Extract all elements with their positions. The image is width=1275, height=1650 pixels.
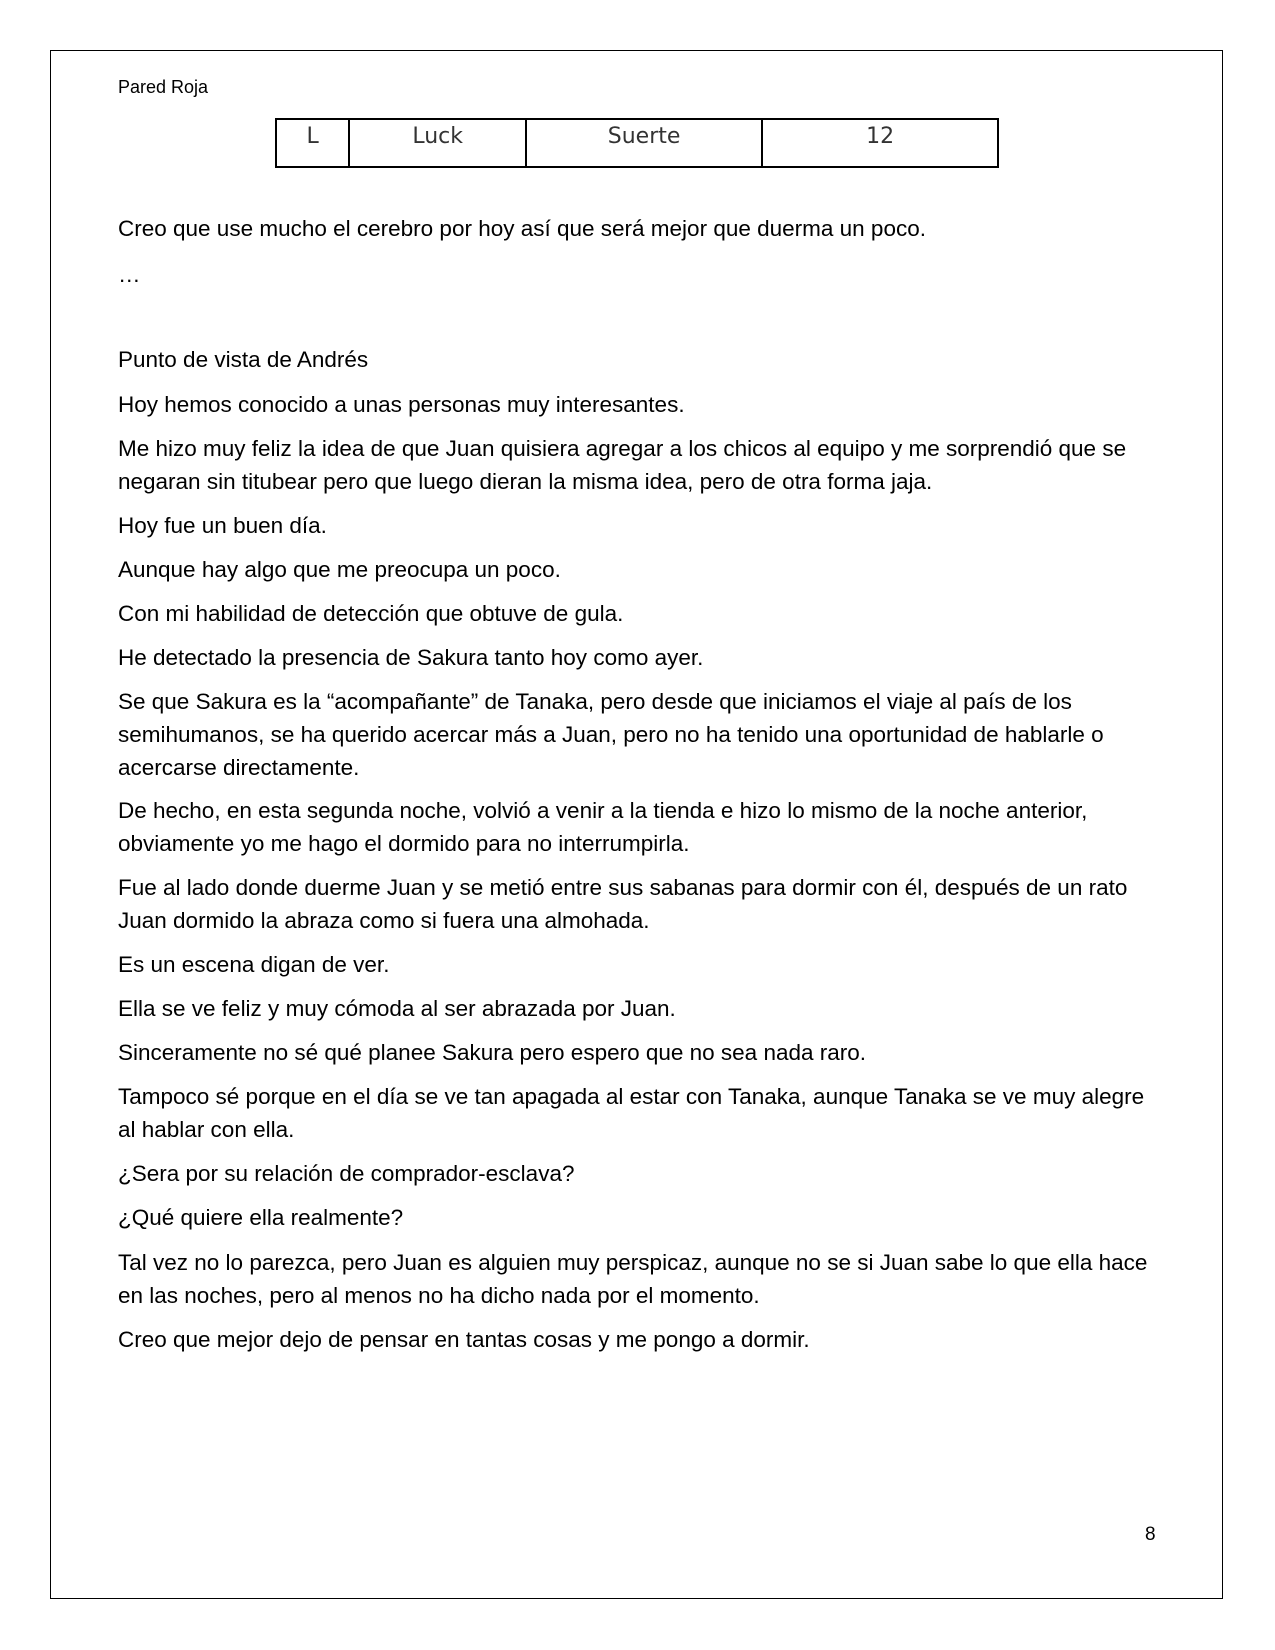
table-row xyxy=(276,119,998,167)
stat-table xyxy=(275,118,999,168)
paragraph: Sinceramente no sé qué planee Sakura pero espero que no sea nada raro. xyxy=(118,1040,867,1065)
document-header: Pared Roja xyxy=(118,77,209,97)
paragraph: Me hizo muy feliz la idea de que Juan quisiera agregar a los chicos al equipo y me sorprendió que se negaran sin titubear pero que luego dieran la misma idea, pero de otra forma jaja. xyxy=(118,436,1127,494)
paragraph: ¿Qué quiere ella realmente? xyxy=(118,1205,404,1230)
paragraph: Es un escena digan de ver. xyxy=(118,952,390,977)
paragraph: De hecho, en esta segunda noche, volvió a venir a la tienda e hizo lo mismo de la noche anterior, obviamente yo me hago el dormido para no interrumpirla. xyxy=(118,798,1088,856)
stat-value-cell: 12 xyxy=(762,119,998,167)
stat-name-en-cell: Luck xyxy=(349,119,526,167)
paragraph: Se que Sakura es la “acompañante” de Tanaka, pero desde que iniciamos el viaje al país de los semihumanos, se ha querido acercar más a Juan, pero no ha tenido una oportunidad de hablarle o acercarse directamente. xyxy=(118,689,1104,780)
paragraph: Con mi habilidad de detección que obtuve de gula. xyxy=(118,601,624,626)
paragraph: Hoy hemos conocido a unas personas muy interesantes. xyxy=(118,392,685,417)
paragraph: He detectado la presencia de Sakura tanto hoy como ayer. xyxy=(118,645,704,670)
paragraph: ¿Sera por su relación de comprador-esclava? xyxy=(118,1161,575,1186)
paragraph: Tal vez no lo parezca, pero Juan es alguien muy perspicaz, aunque no se si Juan sabe lo que ella hace en las noches, pero al menos no ha dicho nada por el momento. xyxy=(118,1250,1148,1308)
stat-code-cell: L xyxy=(276,119,349,167)
paragraph: Aunque hay algo que me preocupa un poco. xyxy=(118,557,561,582)
stat-name-es-cell: Suerte xyxy=(526,119,762,167)
section-heading: Punto de vista de Andrés xyxy=(118,347,369,372)
paragraph: Tampoco sé porque en el día se ve tan apagada al estar con Tanaka, aunque Tanaka se ve muy alegre al hablar con ella. xyxy=(118,1084,1145,1142)
page-number: 8 xyxy=(1145,1524,1156,1545)
paragraph: Fue al lado donde duerme Juan y se metió entre sus sabanas para dormir con él, después de un rato Juan dormido la abraza como si fuera una almohada. xyxy=(118,875,1128,933)
paragraph: Creo que use mucho el cerebro por hoy así que será mejor que duerma un poco. xyxy=(118,216,926,241)
ellipsis-separator: … xyxy=(118,262,141,287)
paragraph: Creo que mejor dejo de pensar en tantas cosas y me pongo a dormir. xyxy=(118,1327,810,1352)
paragraph: Ella se ve feliz y muy cómoda al ser abrazada por Juan. xyxy=(118,996,676,1021)
paragraph: Hoy fue un buen día. xyxy=(118,513,327,538)
